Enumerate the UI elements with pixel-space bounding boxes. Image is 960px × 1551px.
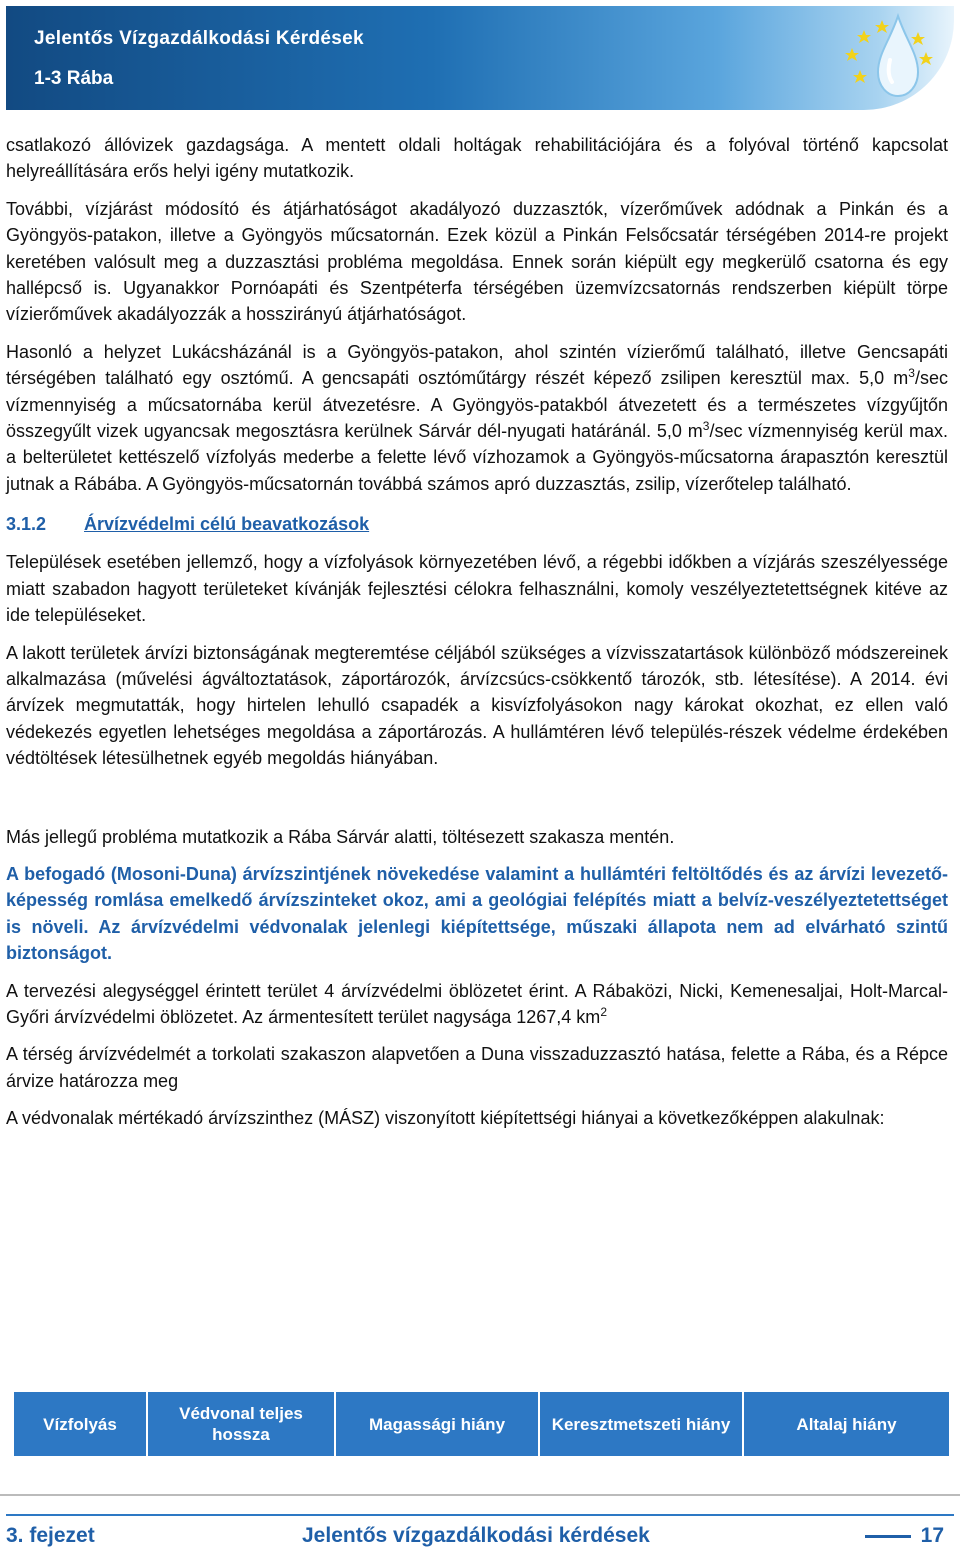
paragraph-8: A tervezési alegységgel érintett terület 4 árvízvédelmi öblözetet érint. A Rábaközi, Nicki, Kemenesaljai, Holt-Marcal-Győri árvízvédelmi öblözetet. Az ármentesített terület nagysága 1267,4 $km^2$ [6, 980, 948, 1027]
page-header [6, 6, 954, 110]
page-divider [0, 1494, 960, 1496]
superscript: 3 [702, 419, 710, 434]
paragraph-9: A térség árvízvédelmét a torkolati szakaszon alapvetően a Duna visszaduzzasztó hatása, felette a Rába, és a Répce árvize határozza meg [6, 1044, 948, 1091]
water-drop-eu-stars-logo [832, 10, 942, 106]
section-number: 3.1.2 [6, 514, 47, 535]
paragraph-2: További, vízjárást módosító és átjárhatóságot akadályozó duzzasztók, vízerőművek adódnak a Pinkán és a Gyöngyös-patakon, illetve a Gyöngyös műcsatornán. Ezek közül a Pinkán Felsőcsatár térségében 2014-re projekt keretében valósult meg a duzzasztási probléma megoldása. Ennek során kiépült egy megkerülő csatorna és egy hallépcső is. Ugyanakkor Pornóapáti és Szentpéterfa térségében üzemvízcsatornás rendszerben kiépült törpe vízierőművek akadályozzák a hosszirányú átjárhatóságot. [6, 198, 948, 325]
footer-title: Jelentős vízgazdálkodási kérdések [302, 1524, 650, 1547]
paragraph-3-part-a: Hasonló a helyzet Lukácsházánál is a Gyöngyös-patakon, ahol szintén vízierőmű található, illetve Gencsapáti térségében található egy osztómű. A gencsapáti osztóműtárgy részét képező zsilipen keresztül max. 5,0 m [6, 341, 948, 389]
table-header-cell: Keresztmetszeti hiány [540, 1392, 744, 1456]
table-header-row [14, 1392, 949, 1456]
paragraph-3 [6, 339, 948, 497]
paragraph-4: Települések esetében jellemző, hogy a vízfolyások környezetében lévő, a régebbi időkben a vízjárás szeszélyessége miatt szabadon hagyott területeket kívánják fejlesztési célokra felhasználni, komoly veszélyeztetettségnek kitéve az ide településeket. [6, 552, 948, 626]
table-header-cell: Vízfolyás [14, 1392, 148, 1456]
header-title: Jelentős Vízgazdálkodási Kérdések [34, 28, 364, 49]
superscript: 3 [908, 366, 915, 381]
dash-line [865, 1535, 911, 1538]
header-subtitle: 1-3 Rába [34, 68, 114, 89]
footer-page-number: 17 [865, 1524, 944, 1548]
main-content [6, 132, 948, 1132]
page-footer [6, 1514, 954, 1547]
superscript: 2 [600, 1004, 607, 1019]
paragraph-10: A védvonalak mértékadó árvízszinthez (MÁSZ) viszonyított kiépítettségi hiányai a következőképpen alakulnak: [6, 1108, 885, 1129]
paragraph-6: Más jellegű probléma mutatkozik a Rába Sárvár alatti, töltésezett szakasza mentén. [6, 826, 675, 847]
table-header-cell: Altalaj hiány [796, 1414, 897, 1434]
table-header-cell: Magassági hiány [336, 1392, 540, 1456]
section-title: Árvízvédelmi célú beavatkozások [84, 514, 370, 535]
paragraph-3-part-c: /sec vízmennyiség kerül max. a belterületet kettészelő vízfolyás mederbe a felette lévő vízhozamok a Gyöngyös-műcsatorna árapasztón keresztül jutnak a Rábába. A Gyöngyös-műcsatornán továbbá számos apró duzzasztás, zsilip, vízerőtelep található. [6, 421, 948, 494]
section-heading [6, 511, 948, 537]
paragraph-7-emphasis: A befogadó (Mosoni-Duna) árvízszintjének növekedése valamint a hullámtéri feltöltődés és az árvízi levezető-képesség romlása emelkedő árvízszinteket okoz, ami a geológiai felépítés miatt a belvíz-veszélyeztetettséget is növeli. Az árvízvédelmi védvonalak jelenlegi kiépítettsége, műszaki állapota nem ad elvárható szintű biztonságot. [6, 863, 948, 964]
paragraph-5: A lakott területek árvízi biztonságának megteremtése céljából szükséges a vízvisszatartások különböző módszereinek alkalmazása (művelési ágváltoztatások, záportározók, árvízcsúcs-csökkentő tározók, stb. létesítése). A 2014. évi árvízek megmutatták, hogy hirtelen lehulló csapadék a kisvízfolyásokon nagy károkat okozhat, ez ellen való védekezés egyetlen lehetséges megoldása a záportározás. A hullámtéren lévő település-részek védelme érdekében védtöltések létesülhetnek egyéb megoldás hiányában. [6, 642, 948, 769]
table-header-cell: Védvonal teljes hossza [148, 1392, 336, 1456]
paragraph-1: csatlakozó állóvizek gazdagsága. A mentett oldali holtágak rehabilitációjára és a folyóval történő kapcsolat helyreállítására erős helyi igény mutatkozik. [6, 135, 948, 182]
paragraph-3-part-b: /sec vízmennyiség a műcsatornába kerül átvezetésre. A Gyöngyös-patakból átvezetett és a természetes vízgyűjtőn összegyűlt vizek ugyancsak megosztásra kerülnek Sárvár dél-nyugati határánál. 5,0 m [6, 368, 948, 442]
footer-chapter: 3. fejezet [6, 1524, 95, 1547]
